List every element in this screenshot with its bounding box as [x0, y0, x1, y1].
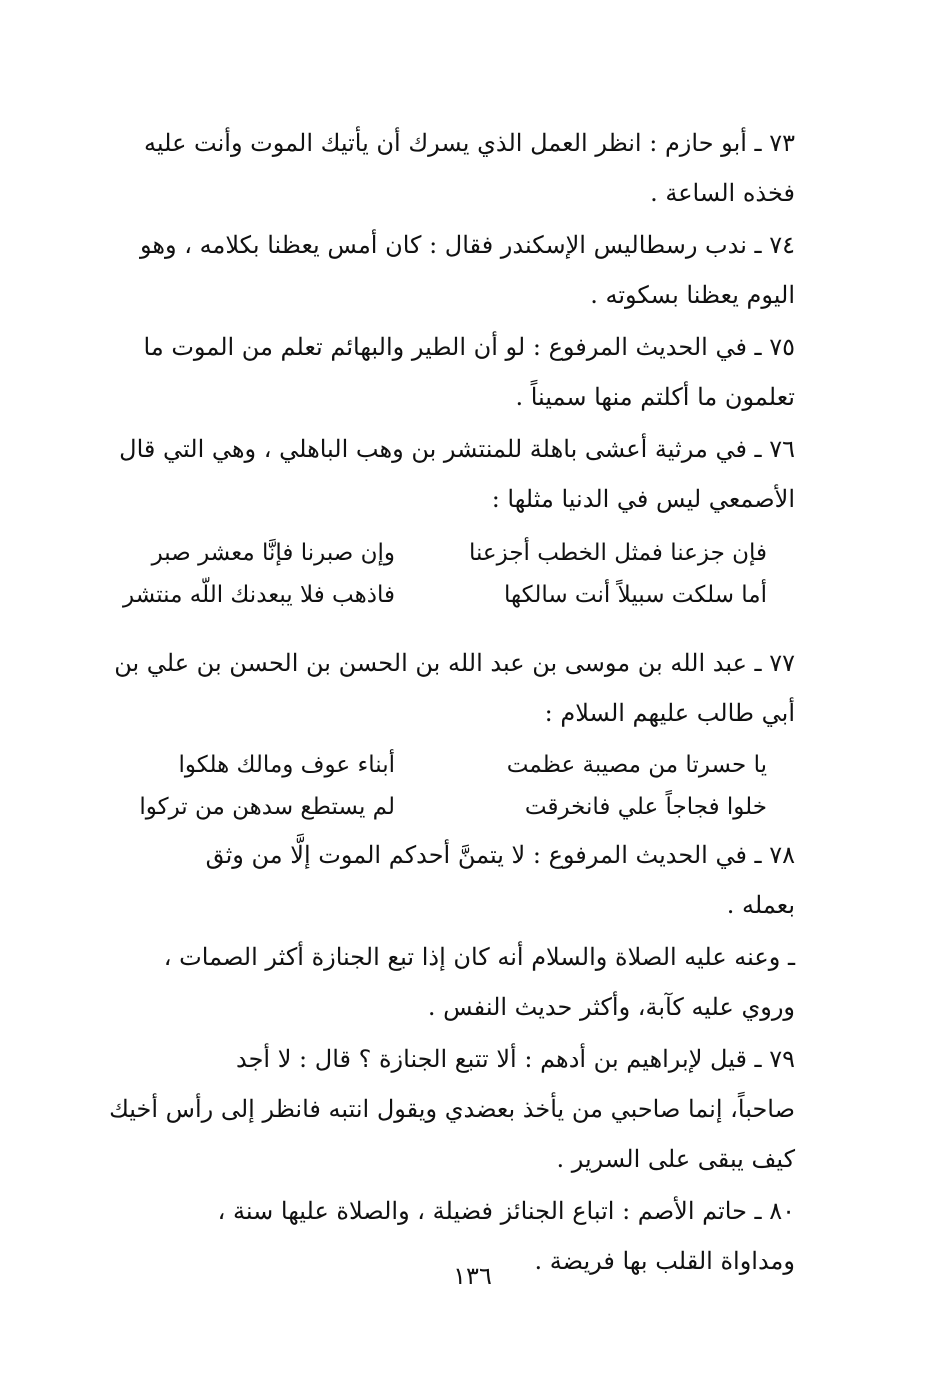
- verse-line: [95, 532, 795, 574]
- poem-77: [95, 744, 795, 828]
- verse-line: [95, 786, 795, 828]
- text-line: كيف يبقى على السرير .: [556, 1145, 795, 1173]
- page-number: ١٣٦: [453, 1262, 492, 1290]
- verse-first-hemistich: أما سلكت سبيلاً أنت سالكها: [504, 582, 767, 608]
- text-line: الأصمعي ليس في الدنيا مثلها :: [491, 485, 795, 513]
- text-line: وروي عليه كآبة، وأكثر حديث النفس .: [427, 993, 795, 1021]
- paragraph-79: [95, 1034, 795, 1184]
- text-line: ٧٣ ـ أبو حازم : انظر العمل الذي يسرك أن يأتيك الموت وأنت عليه: [144, 129, 795, 157]
- paragraph-75: [95, 322, 795, 422]
- paragraph-76: [95, 424, 795, 524]
- text-line: ٧٩ ـ قيل لإبراهيم بن أدهم : ألا تتبع الجنازة ؟ قال : لا أجد: [236, 1045, 795, 1073]
- paragraph-73: [95, 118, 795, 218]
- text-line: ٧٥ ـ في الحديث المرفوع : لو أن الطير والبهائم تعلم من الموت ما: [143, 333, 795, 361]
- paragraph-78-continued: [95, 932, 795, 1032]
- page-body: [95, 118, 795, 1278]
- text-line: ٧٨ ـ في الحديث المرفوع : لا يتمنَّ أحدكم الموت إلَّا من وثق: [205, 841, 795, 869]
- text-line: ومداواة القلب بها فريضة .: [534, 1247, 795, 1275]
- verse-line: [95, 574, 795, 616]
- text-line: ٧٤ ـ ندب رسطاليس الإسكندر فقال : كان أمس يعظنا بكلامه ، وهو: [139, 231, 795, 259]
- text-line: ٨٠ ـ حاتم الأصم : اتباع الجنائز فضيلة ، والصلاة عليها سنة ،: [217, 1197, 795, 1225]
- verse-first-hemistich: خلوا فجاجاً علي فانخرقت: [524, 794, 767, 820]
- verse-line: [95, 744, 795, 786]
- text-line: صاحباً، إنما صاحبي من يأخذ بعضدي ويقول انتبه فانظر إلى رأس أخيك: [109, 1095, 795, 1123]
- text-line: بعمله .: [726, 891, 795, 919]
- text-line: ٧٧ ـ عبد الله بن موسى بن عبد الله بن الحسن بن الحسن بن علي بن: [114, 649, 795, 677]
- text-line: أبي طالب عليهم السلام :: [544, 699, 795, 727]
- text-line: اليوم يعظنا بسكوته .: [590, 281, 795, 309]
- text-line: فخذه الساعة .: [650, 179, 795, 207]
- verse-second-hemistich: أبناء عوف ومالك هلكوا: [178, 752, 395, 778]
- verse-second-hemistich: لم يستطع سدهن من تركوا: [139, 794, 395, 820]
- text-line: تعلمون ما أكلتم منها سميناً .: [515, 383, 795, 411]
- text-line: ٧٦ ـ في مرثية أعشى باهلة للمنتشر بن وهب الباهلي ، وهي التي قال: [119, 435, 795, 463]
- paragraph-77: [95, 638, 795, 738]
- verse-second-hemistich: فاذهب فلا يبعدنك اللّه منتشر: [123, 582, 395, 608]
- verse-first-hemistich: فإن جزعنا فمثل الخطب أجزعنا: [468, 540, 767, 566]
- paragraph-74: [95, 220, 795, 320]
- text-line: ـ وعنه عليه الصلاة والسلام أنه كان إذا تبع الجنازة أكثر الصمات ،: [163, 943, 795, 971]
- paragraph-78: [95, 830, 795, 930]
- verse-second-hemistich: وإن صبرنا فإنَّا معشر صبر: [151, 540, 395, 566]
- verse-first-hemistich: يا حسرتا من مصيبة عظمت: [506, 752, 767, 778]
- poem-76: [95, 532, 795, 616]
